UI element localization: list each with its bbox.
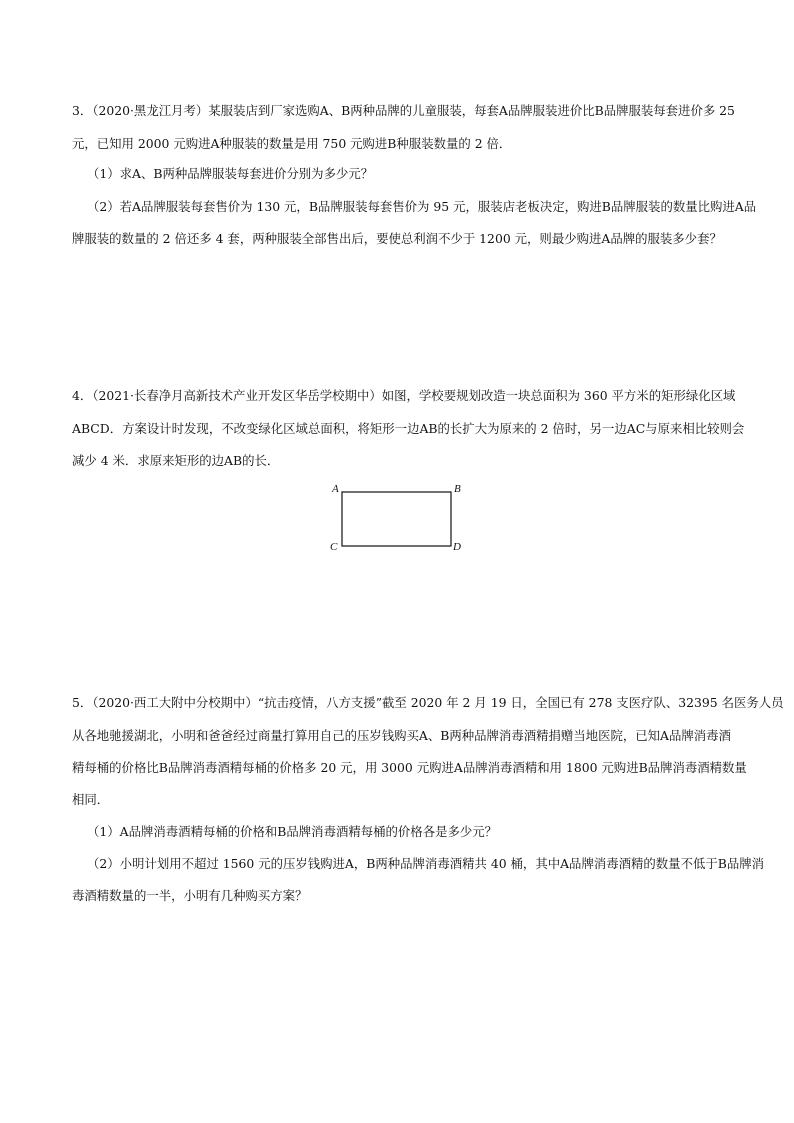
problem-3-line-2: 元，已知用 2000 元购进A种服装的数量是用 750 元购进B种服装数量的 2 倍． xyxy=(72,136,512,151)
problem-4-line-1: 4．（2021·长春净月高新技术产业开发区华岳学校期中）如图，学校要规划改造一块总面积为 360 平方米的矩形绿化区域 xyxy=(72,388,736,403)
problem-3-question-1: （1）求A、B两种品牌服装每套进价分别为多少元？ xyxy=(87,166,374,181)
problem-4-line-3: 减少 4 米．求原来矩形的边AB的长． xyxy=(72,453,280,468)
problem-5-line-3: 精每桶的价格比B品牌消毒酒精每桶的价格多 20 元，用 3000 元购进A品牌消毒酒精和用 1800 元购进B品牌消毒酒精数量 xyxy=(72,760,747,775)
rectangle-diagram xyxy=(320,478,480,558)
vertex-label-a: A xyxy=(332,483,339,495)
problem-5-line-2: 从各地驰援湖北，小明和爸爸经过商量打算用自己的压岁钱购买A、B两种品牌消毒酒精捐赠当地医院，已知A品牌消毒酒 xyxy=(72,728,731,743)
vertex-label-c: C xyxy=(330,541,338,553)
problem-3-question-2-line-2: 牌服装的数量的 2 倍还多 4 套，两种服装全部售出后，要使总利润不少于 1200 元，则最少购进A品牌的服装多少套？ xyxy=(72,231,722,246)
vertex-label-b: B xyxy=(454,483,461,495)
problem-5-line-1: 5．（2020·西工大附中分校期中）“抗击疫情，八方支援”截至 2020 年 2 月 19 日，全国已有 278 支医疗队、32395 名医务人员 xyxy=(72,695,784,710)
problem-5-question-1: （1）A品牌消毒酒精每桶的价格和B品牌消毒酒精每桶的价格各是多少元？ xyxy=(87,824,498,839)
problem-5-question-2-line-2: 毒酒精数量的一半，小明有几种购买方案？ xyxy=(72,888,308,903)
problem-3-line-1: 3．（2020·黑龙江月考）某服装店到厂家选购A、B两种品牌的儿童服装，每套A品牌服装进价比B品牌服装每套进价多 25 xyxy=(72,103,735,118)
problem-5-line-4: 相同． xyxy=(72,792,110,807)
problem-5-question-2-line-1: （2）小明计划用不超过 1560 元的压岁钱购进A，B两种品牌消毒酒精共 40 桶，其中A品牌消毒酒精的数量不低于B品牌消 xyxy=(87,856,765,871)
problem-3-question-2-line-1: （2）若A品牌服装每套售价为 130 元，B品牌服装每套售价为 95 元，服装店老板决定，购进B品牌服装的数量比购进A品 xyxy=(87,199,757,214)
rectangle-figure xyxy=(320,478,480,558)
rectangle-abcd xyxy=(342,492,451,546)
vertex-label-d: D xyxy=(453,541,461,553)
problem-4-line-2: ABCD．方案设计时发现，不改变绿化区域总面积，将矩形一边AB的长扩大为原来的 2 倍时，另一边AC与原来相比较则会 xyxy=(72,421,745,436)
